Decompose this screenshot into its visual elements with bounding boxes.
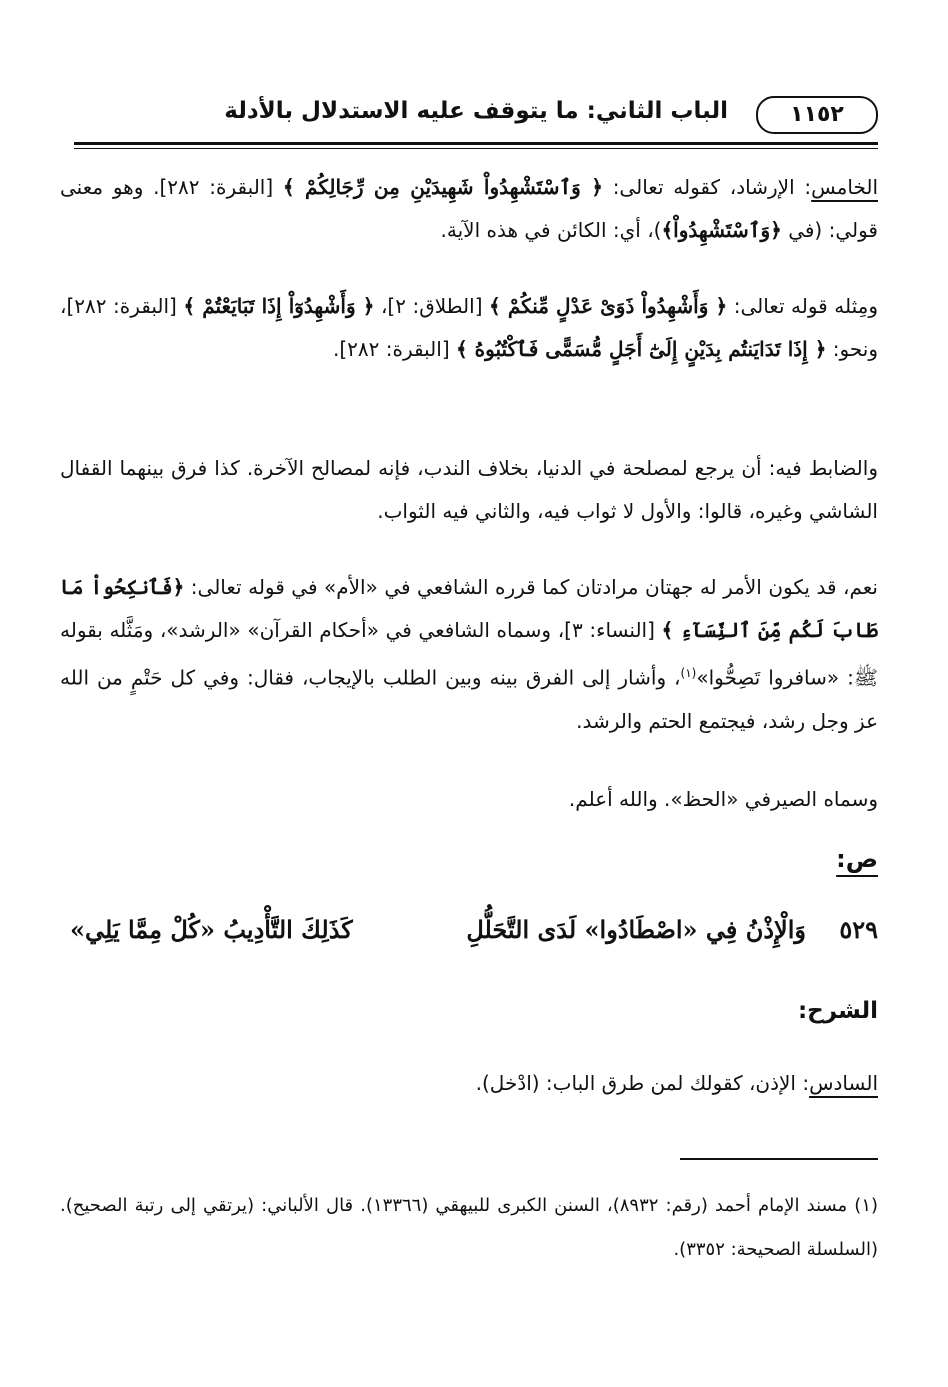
text: : الإذن، كقولك لمن طرق الباب: (ادْخل).: [475, 1071, 810, 1095]
quran-quote: ﴿فَٱنكِحُواْ مَا طَابَ لَكُم مِّنَ ٱلنِّسَآءِ ﴾: [60, 575, 878, 642]
header-rule-thin: [74, 148, 878, 149]
quran-quote: ﴿ وَأَشْهِدُوٓاْ إِذَا تَبَايَعْتُمْ ﴾: [183, 294, 375, 318]
text: : الإرشاد، كقوله تعالى:: [602, 175, 812, 199]
paragraph-examples: [60, 285, 878, 371]
page-number: ١١٥٢: [756, 96, 878, 134]
poem-verse: [70, 915, 878, 965]
text: ، وأشار إلى الفرق بينه وبين الطلب بالإيجاب، فقال: وفي كل حَتْمٍ من الله عز وجل رشد، فيجتمع الحتم والرشد.: [60, 665, 878, 733]
text: [النساء: ٣]، وسماه الشافعي في «أحكام القرآن» «الرشد»، ومَثَّله بقوله ﷺ: «سافروا تَصِحُّوا»: [60, 618, 878, 690]
text: ومِثله قوله تعالى:: [727, 294, 878, 318]
verse-number: ٥٢٩: [839, 915, 878, 944]
paragraph-sixth: [60, 1062, 878, 1105]
quran-quote: ﴿ وَأَشْهِدُواْ ذَوَىْ عَدْلٍ مِّنكُمْ ﴾: [489, 294, 728, 318]
quran-quote: ﴿ وَٱسْتَشْهِدُواْ شَهِيدَيْنِ مِن رِّجَالِكُمْ ﴾: [282, 175, 603, 199]
verse-second-hemistich: كَذَلِكَ التَّأْدِيبُ «كُلْ مِمَّا يَلِي»: [70, 915, 353, 944]
text: [الطلاق: ٢]،: [374, 294, 490, 318]
text: [البقرة: ٢٨٢].: [333, 337, 456, 361]
section-label-fifth: الخامس: [811, 175, 879, 199]
header-rule-thick: [74, 142, 878, 145]
commentary-heading: الشرح:: [797, 998, 878, 1024]
quran-quote: ﴿وَٱسْتَشْهِدُواْ﴾: [661, 218, 782, 242]
chapter-title: الباب الثاني: ما يتوقف عليه الاستدلال بالأدلة: [224, 98, 728, 124]
paragraph-two-aspects: [60, 566, 878, 743]
section-label-sixth: السادس: [809, 1071, 878, 1095]
footnote-marker[interactable]: (١): [680, 666, 697, 680]
paragraph-criterion: والضابط فيه: أن يرجع لمصلحة في الدنيا، بخلاف الندب، فإنه لمصالح الآخرة. كذا فرق بينهما القفال الشاشي وغيره، قالوا: والأول لا ثواب فيه، والثاني فيه الثواب.: [60, 456, 878, 523]
footnote: (١) مسند الإمام أحمد (رقم: ٨٩٣٢)، السنن الكبرى للبيهقي (١٣٣٦٦). قال الألباني: (يرتقي إلى رتبة الصحيح). (السلسلة الصحيحة: ٣٣٥٢).: [60, 1195, 879, 1260]
footnote-divider: [680, 1158, 878, 1160]
text-heading: ص:: [836, 845, 878, 873]
text: [البقرة: ٢٨٢]. وهو معنى قولي: (في: [60, 175, 878, 242]
text: )، أي: الكائن في هذه الآية.: [440, 218, 662, 242]
quran-quote: ﴿ إِذَا تَدَايَنتُم بِدَيْنٍ إِلَىٰٓ أَجَلٍ مُّسَمًّى فَٱكْتُبُوهُ ﴾: [455, 337, 827, 361]
running-header: [74, 92, 878, 142]
text: نعم، قد يكون الأمر له جهتان مرادتان كما قرره الشافعي في «الأم» في قوله تعالى:: [184, 575, 878, 599]
text: [البقرة: ٢٨٢]، ونحو:: [60, 294, 878, 361]
verse-first-hemistich: وَالْإِذْنُ فِي «اصْطَادُوا» لَدَى التَّحَلُّلِ: [466, 915, 806, 944]
paragraph-fifth: [60, 166, 878, 252]
paragraph-sayrafi: وسماه الصيرفي «الحظ». والله أعلم.: [568, 787, 878, 811]
